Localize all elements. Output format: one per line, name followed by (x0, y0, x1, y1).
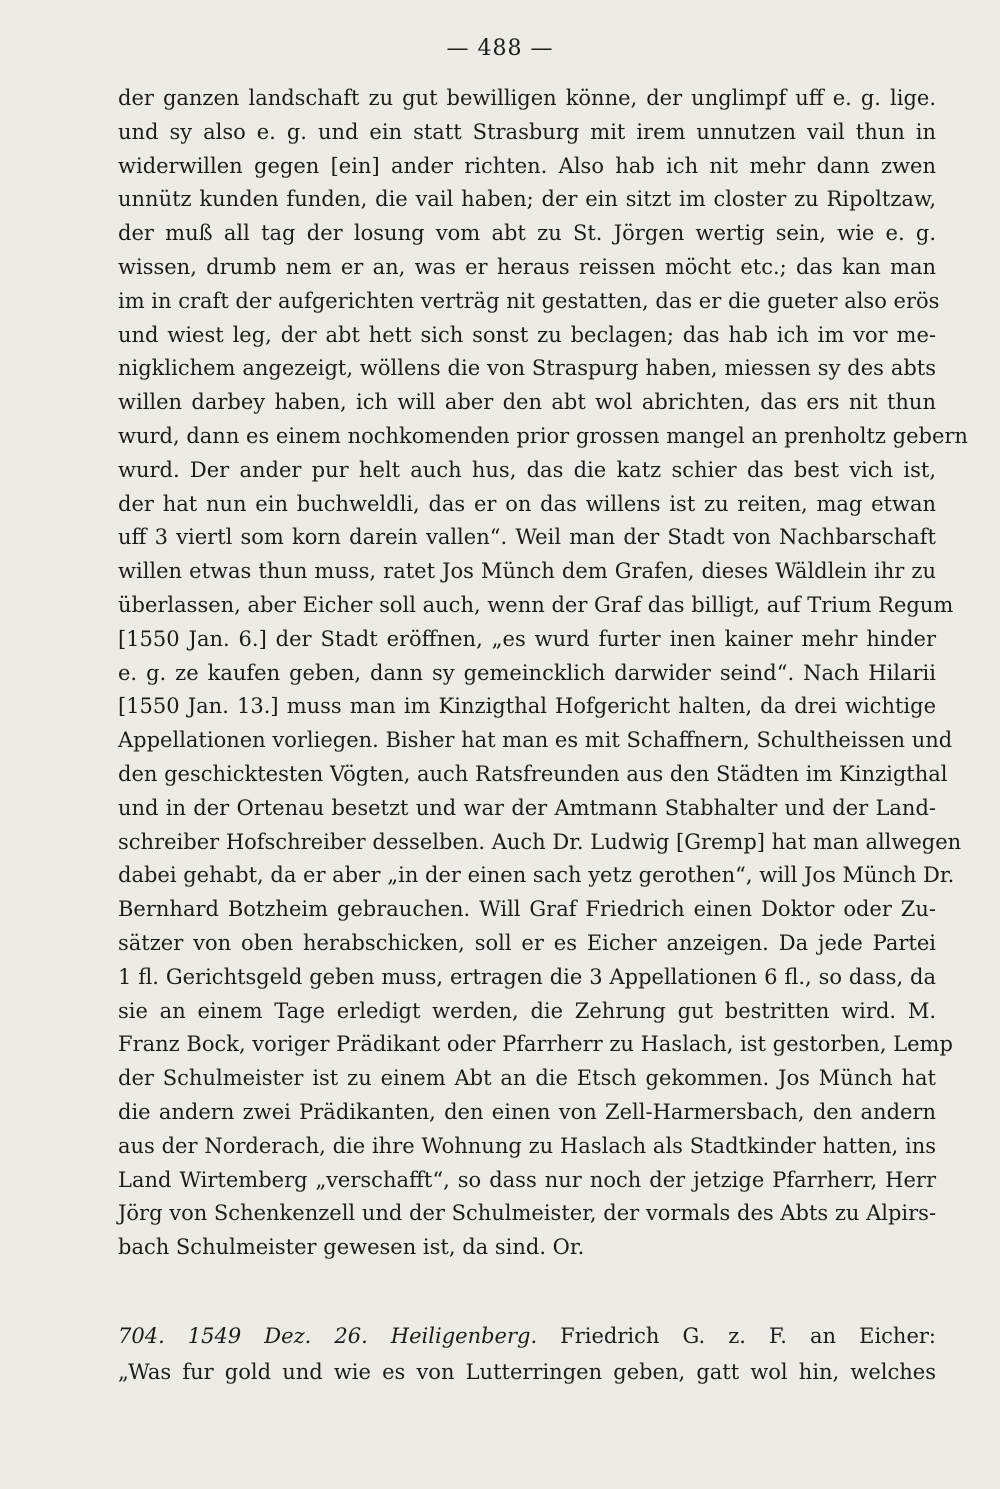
text-line: Bernhard Botzheim gebrauchen. Will Graf Friedrich einen Doktor oder Zu- (118, 897, 936, 922)
text-line: sie an einem Tage erledigt werden, die Zehrung gut bestritten wird. M. (118, 998, 936, 1023)
entry-heading-addressee: Friedrich G. z. F. an Eicher: (537, 1324, 936, 1348)
text-line: willen darbey haben, ich will aber den abt wol abrichten, das ers nit thun (118, 390, 936, 415)
text-line: dabei gehabt, da er aber „in der einen sach yetz gerothen“, will Jos Münch Dr. (118, 863, 955, 888)
text-line: der ganzen landschaft zu gut bewilligen könne, der unglimpf uff e. g. lige. (118, 86, 936, 110)
text-line: 1 fl. Gerichtsgeld geben muss, ertragen die 3 Appellationen 6 fl., so dass, da (118, 964, 936, 989)
text-line: e. g. ze kaufen geben, dann sy gemeincklich darwider seind“. Nach Hilarii (118, 660, 936, 685)
text-line: den geschicktesten Vögten, auch Ratsfreunden aus den Städten im Kinzigthal (118, 761, 948, 786)
text-line: und in der Ortenau besetzt und war der Amtmann Stabhalter und der Land- (118, 795, 936, 820)
text-line: [1550 Jan. 6.] der Stadt eröffnen, „es wurd furter inen kainer mehr hinder (118, 626, 936, 651)
text-line: [1550 Jan. 13.] muss man im Kinzigthal Hofgericht halten, da drei wichtige (118, 694, 936, 719)
text-line: bach Schulmeister gewesen ist, da sind. Or. (118, 1235, 585, 1260)
text-line: Appellationen vorliegen. Bisher hat man es mit Schaffnern, Schultheissen und (118, 728, 953, 753)
text-line: nigklichem angezeigt, wöllens die von Straspurg haben, miessen sy des abts (118, 356, 936, 381)
text-line: und sy also e. g. und ein statt Strasburg mit irem unnutzen vail thun in (118, 119, 936, 144)
text-line: der muß all tag der losung vom abt zu St. Jörgen wertig sein, wie e. g. (118, 221, 936, 246)
text-line: die andern zwei Prädikanten, den einen von Zell-Harmersbach, den andern (118, 1099, 936, 1124)
text-line: widerwillen gegen [ein] ander richten. Also hab ich nit mehr dann zwen (118, 153, 936, 178)
document-entry-704 (118, 1318, 936, 1390)
text-line: im in craft der aufgerichten verträg nit gestatten, das er die gueter also erös (118, 288, 940, 313)
text-line: aus der Norderach, die ihre Wohnung zu Haslach als Stadtkinder hatten, ins (118, 1133, 936, 1158)
text-line: sätzer von oben herabschicken, soll er es Eicher anzeigen. Da jede Partei (118, 930, 936, 955)
text-line: Land Wirtemberg „verschafft“, so dass nur noch der jetzige Pfarrherr, Herr (118, 1167, 936, 1192)
text-line: unnütz kunden funden, die vail haben; der ein sitzt im closter zu Ripoltzaw, (118, 187, 936, 212)
text-line: uff 3 viertl som korn darein vallen“. Weil man der Stadt von Nachbarschaft (118, 525, 936, 550)
text-line: der hat nun ein buchweldli, das er on das willens ist zu reiten, mag etwan (118, 491, 936, 516)
text-line: Franz Bock, voriger Prädikant oder Pfarrherr zu Haslach, ist gestorben, Lemp (118, 1032, 953, 1057)
entry-text-line: „Was fur gold und wie es von Lutterringen geben, gatt wol hin, welches (118, 1360, 936, 1384)
text-line: überlassen, aber Eicher soll auch, wenn der Graf das billigt, auf Trium Regum (118, 592, 954, 617)
text-line: willen etwas thun muss, ratet Jos Münch dem Grafen, dieses Wäldlein ihr zu (118, 559, 936, 584)
text-line: und wiest leg, der abt hett sich sonst zu beclagen; das hab ich im vor me- (118, 322, 936, 347)
body-text (118, 82, 968, 1265)
entry-heading-date-place: 704. 1549 Dez. 26. Heiligenberg. (118, 1324, 538, 1348)
entry-heading-line (118, 1318, 936, 1354)
page-number: — 488 — (446, 36, 554, 61)
text-line: wissen, drumb nem er an, was er heraus reissen möcht etc.; das kan man (118, 254, 936, 279)
text-line: schreiber Hofschreiber desselben. Auch Dr. Ludwig [Gremp] hat man allwegen (118, 829, 962, 854)
text-line: Jörg von Schenkenzell und der Schulmeister, der vormals des Abts zu Alpirs- (118, 1201, 937, 1226)
text-line: der Schulmeister ist zu einem Abt an die Etsch gekommen. Jos Münch hat (118, 1066, 936, 1091)
text-line: wurd. Der ander pur helt auch hus, das die katz schier das best vich ist, (118, 457, 936, 482)
text-line: wurd, dann es einem nochkomenden prior grossen mangel an prenholtz gebern (118, 423, 968, 448)
